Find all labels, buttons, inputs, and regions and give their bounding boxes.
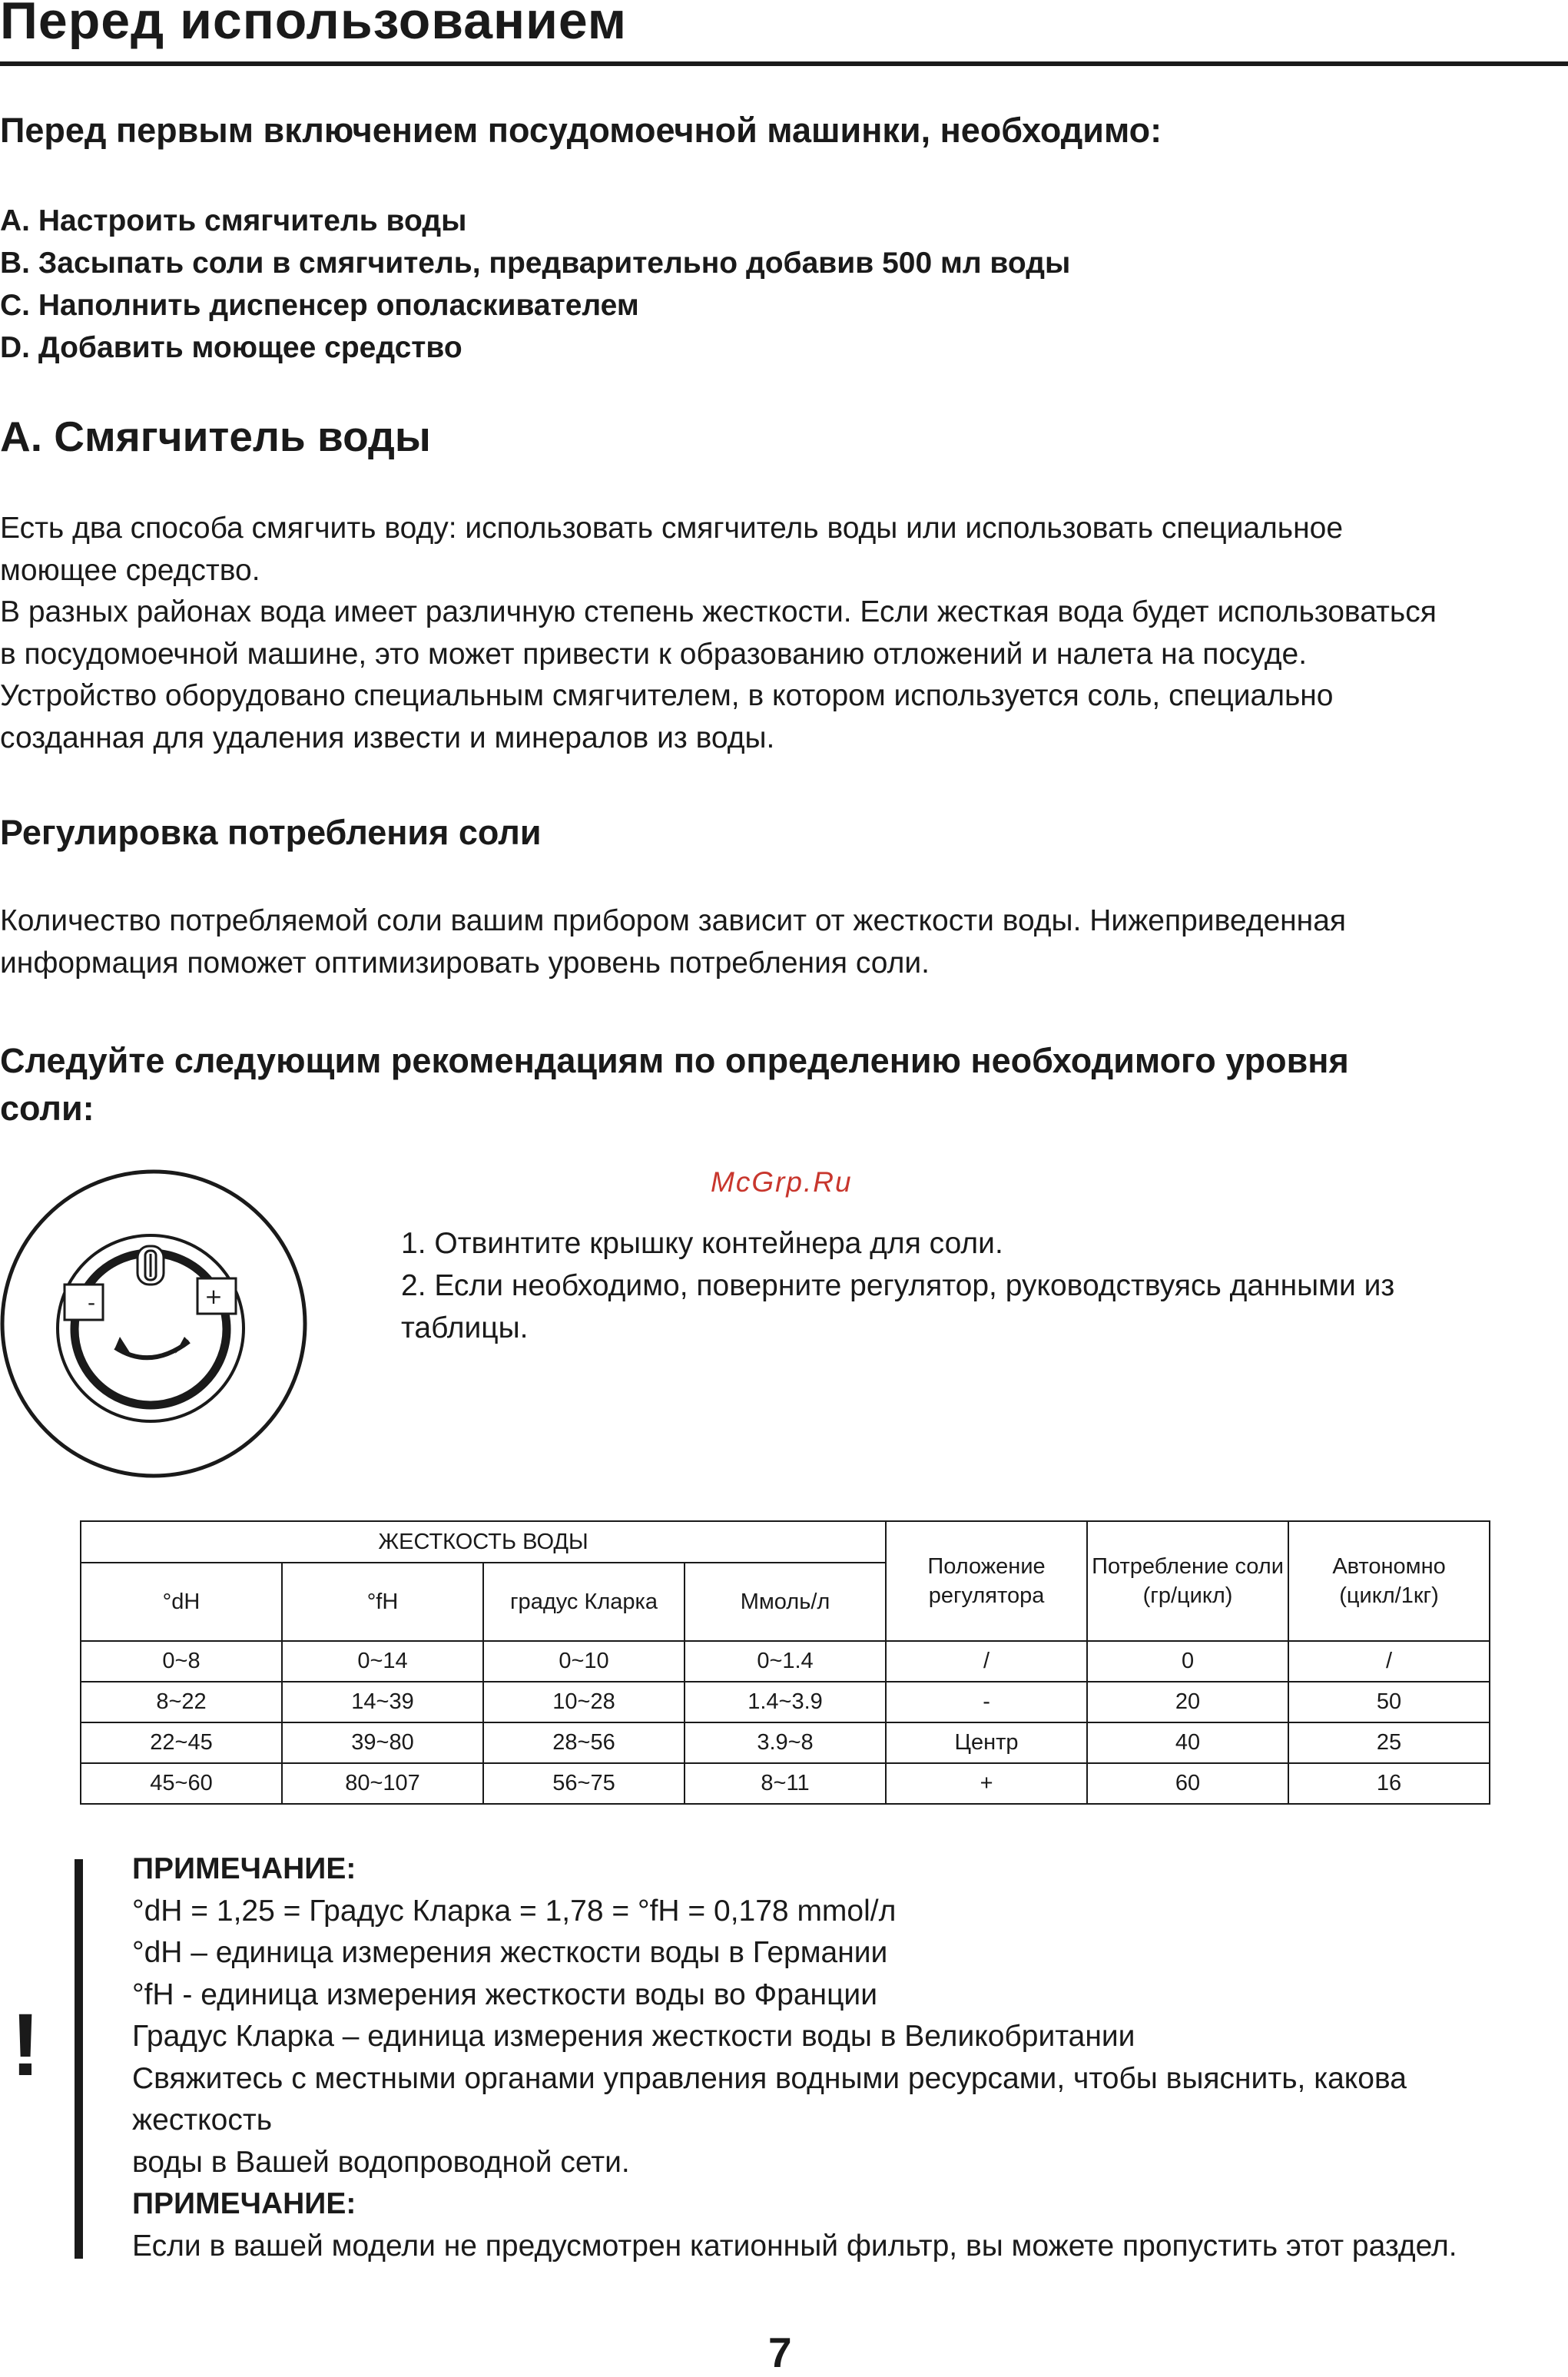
section-a-paragraph bbox=[0, 508, 1560, 759]
salt-dial-illustration bbox=[0, 1169, 353, 1478]
recommendations-heading bbox=[0, 1037, 1560, 1132]
plus-label: + bbox=[204, 1284, 223, 1309]
paragraph-line: Количество потребляемой соли вашим прибором зависит от жесткости воды. Нижеприведенная bbox=[0, 904, 1347, 937]
dial-instructions bbox=[401, 1222, 1394, 1349]
water-hardness-table bbox=[80, 1520, 1490, 1805]
intro-step: D. Добавить моющее средство bbox=[0, 331, 462, 364]
salt-regulation-paragraph bbox=[0, 900, 1560, 984]
paragraph-line: информация поможет оптимизировать уровень потребления соли. bbox=[0, 946, 930, 980]
watermark: McGrp.Ru bbox=[711, 1166, 853, 1198]
header-line: Потребление соли bbox=[1092, 1554, 1284, 1579]
note-line: Если в вашей модели не предусмотрен катионный фильтр, вы можете пропустить этот раздел. bbox=[132, 2229, 1457, 2263]
table-cell: 60 bbox=[1087, 1763, 1288, 1804]
paragraph-line: Есть два способа смягчить воду: использовать смягчитель воды или использовать специальное bbox=[0, 512, 1344, 545]
table-cell: 8~22 bbox=[81, 1682, 282, 1722]
instruction-line: 1. Отвинтите крышку контейнера для соли. bbox=[401, 1227, 1003, 1260]
autonomy-header bbox=[1288, 1521, 1490, 1641]
note-line: °dH – единица измерения жесткости воды в Германии bbox=[132, 1936, 888, 1969]
table-cell: 22~45 bbox=[81, 1722, 282, 1763]
column-header-dh: °dH bbox=[81, 1563, 282, 1641]
page-title: Перед использованием bbox=[0, 0, 628, 50]
table-cell: 0~10 bbox=[483, 1641, 685, 1682]
column-header-fh: °fH bbox=[282, 1563, 483, 1641]
table-cell: 3.9~8 bbox=[685, 1722, 886, 1763]
column-header-clark: градус Кларка bbox=[483, 1563, 685, 1641]
column-header-mmol: Ммоль/л bbox=[685, 1563, 886, 1641]
note-title: ПРИМЕЧАНИЕ: bbox=[132, 1852, 356, 1885]
table-cell: 14~39 bbox=[282, 1682, 483, 1722]
note-line: °dH = 1,25 = Градус Кларка = 1,78 = °fH = 0,178 mmol/л bbox=[132, 1894, 897, 1928]
table-cell: 45~60 bbox=[81, 1763, 282, 1804]
table-cell: 0~8 bbox=[81, 1641, 282, 1682]
table-cell: 20 bbox=[1087, 1682, 1288, 1722]
paragraph-line: Устройство оборудовано специальным смягчителем, в котором используется соль, специально bbox=[0, 679, 1334, 712]
table-row bbox=[81, 1682, 1490, 1722]
intro-steps-list bbox=[0, 200, 1070, 369]
paragraph-line: в посудомоечной машине, это может привести к образованию отложений и налета на посуде. bbox=[0, 637, 1308, 671]
header-line: Автономно bbox=[1332, 1554, 1446, 1579]
table-row bbox=[81, 1641, 1490, 1682]
table-cell: 0~14 bbox=[282, 1641, 483, 1682]
hardness-group-header: ЖЕСТКОСТЬ ВОДЫ bbox=[81, 1521, 886, 1563]
table-cell: 10~28 bbox=[483, 1682, 685, 1722]
note-line: Градус Кларка – единица измерения жесткости воды в Великобритании bbox=[132, 2020, 1135, 2053]
table-cell: 8~11 bbox=[685, 1763, 886, 1804]
paragraph-line: созданная для удаления извести и минералов из воды. bbox=[0, 721, 775, 754]
header-line: Положение bbox=[927, 1554, 1046, 1579]
table-cell: 50 bbox=[1288, 1682, 1490, 1722]
section-a-heading: A. Смягчитель воды bbox=[0, 413, 431, 460]
minus-label: - bbox=[87, 1290, 96, 1315]
header-line: регулятора bbox=[928, 1583, 1045, 1608]
paragraph-line: моющее средство. bbox=[0, 553, 260, 587]
note-line: жесткость bbox=[132, 2103, 273, 2137]
table-cell: 39~80 bbox=[282, 1722, 483, 1763]
table-cell: 80~107 bbox=[282, 1763, 483, 1804]
table-cell: 0~1.4 bbox=[685, 1641, 886, 1682]
heading-line: Следуйте следующим рекомендациям по определению необходимого уровня bbox=[0, 1041, 1349, 1080]
page-number: 7 bbox=[768, 2329, 792, 2376]
table-cell: 40 bbox=[1087, 1722, 1288, 1763]
table-cell: 1.4~3.9 bbox=[685, 1682, 886, 1722]
table-cell: / bbox=[1288, 1641, 1490, 1682]
table-cell: 56~75 bbox=[483, 1763, 685, 1804]
table-row bbox=[81, 1722, 1490, 1763]
paragraph-line: В разных районах вода имеет различную степень жесткости. Если жесткая вода будет использоваться bbox=[0, 595, 1437, 628]
intro-step: B. Засыпать соли в смягчитель, предварительно добавив 500 мл воды bbox=[0, 247, 1071, 280]
table-cell: Центр bbox=[886, 1722, 1087, 1763]
table-row bbox=[81, 1763, 1490, 1804]
note-bar bbox=[75, 1859, 83, 2259]
salt-regulation-heading: Регулировка потребления соли bbox=[0, 813, 542, 852]
position-header bbox=[886, 1521, 1087, 1641]
table-cell: 0 bbox=[1087, 1641, 1288, 1682]
warning-exclamation-icon: ! bbox=[11, 1996, 41, 2094]
note-line: Свяжитесь с местными органами управления водными ресурсами, чтобы выяснить, какова bbox=[132, 2061, 1407, 2095]
intro-step: A. Настроить смягчитель воды bbox=[0, 204, 467, 237]
instruction-line: таблицы. bbox=[401, 1311, 529, 1344]
table-cell: 25 bbox=[1288, 1722, 1490, 1763]
title-divider bbox=[0, 61, 1568, 66]
instruction-line: 2. Если необходимо, поверните регулятор, руководствуясь данными из bbox=[401, 1269, 1395, 1302]
intro-heading: Перед первым включением посудомоечной машинки, необходимо: bbox=[0, 111, 1162, 150]
table-cell: + bbox=[886, 1763, 1087, 1804]
table-cell: / bbox=[886, 1641, 1087, 1682]
consumption-header bbox=[1087, 1521, 1288, 1641]
note-block bbox=[132, 1848, 1561, 2267]
intro-step: C. Наполнить диспенсер ополаскивателем bbox=[0, 289, 639, 322]
header-line: (гр/цикл) bbox=[1142, 1583, 1233, 1608]
minus-marker bbox=[65, 1285, 103, 1320]
note-title: ПРИМЕЧАНИЕ: bbox=[132, 2187, 356, 2220]
dial-pointer bbox=[138, 1246, 164, 1285]
note-line: воды в Вашей водопроводной сети. bbox=[132, 2145, 630, 2179]
table-cell: 16 bbox=[1288, 1763, 1490, 1804]
note-line: °fH - единица измерения жесткости воды во Франции bbox=[132, 1978, 877, 2011]
heading-line: соли: bbox=[0, 1089, 94, 1128]
table-cell: - bbox=[886, 1682, 1087, 1722]
table-cell: 28~56 bbox=[483, 1722, 685, 1763]
header-line: (цикл/1кг) bbox=[1339, 1583, 1439, 1608]
